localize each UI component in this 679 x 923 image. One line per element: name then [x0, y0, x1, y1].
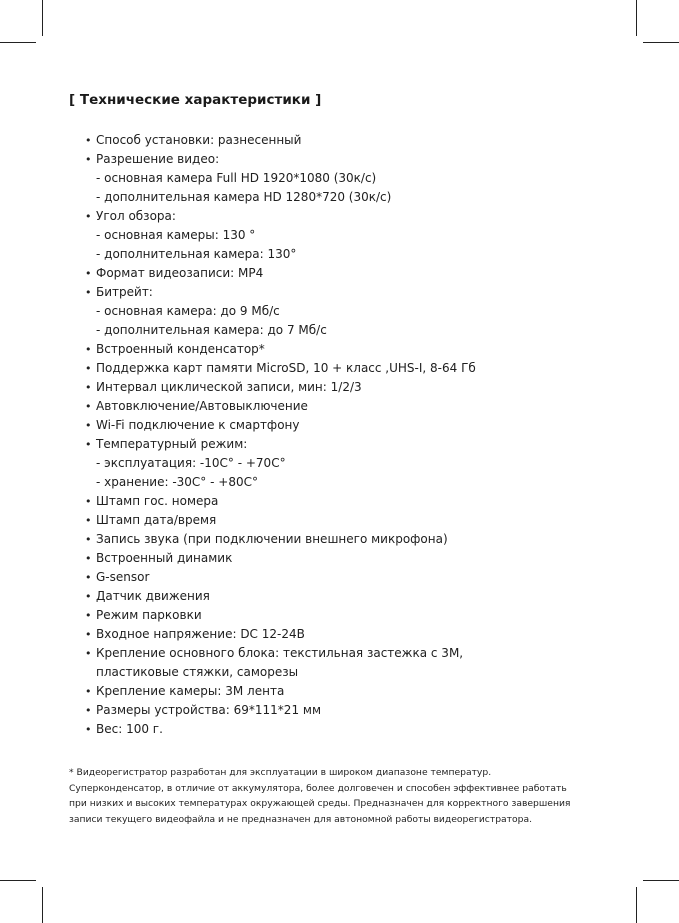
spec-subitem: - основная камера: до 9 Мб/с — [96, 304, 280, 318]
spec-item — [85, 682, 645, 701]
footnote-line: Суперконденсатор, в отличие от аккумулятора, более долговечен и способен эффективнее работать — [69, 782, 567, 794]
spec-text: Режим парковки — [96, 608, 202, 622]
spec-text: Штамп гос. номера — [96, 494, 219, 508]
bullet-icon: • — [85, 533, 92, 546]
spec-item — [85, 283, 645, 340]
bullet-icon: • — [85, 267, 92, 280]
spec-item — [85, 150, 645, 207]
spec-text: Встроенный конденсатор* — [96, 342, 265, 356]
spec-list — [85, 131, 645, 739]
spec-subitem: - дополнительная камера: до 7 Мб/с — [96, 323, 327, 337]
spec-subitem: - дополнительная камера HD 1280*720 (30к/с) — [96, 190, 392, 204]
crop-mark-top-left-horizontal — [0, 42, 36, 43]
spec-item — [85, 549, 645, 568]
bullet-icon: • — [85, 723, 92, 736]
spec-item — [85, 264, 645, 283]
bullet-icon: • — [85, 438, 92, 451]
spec-text: Автовключение/Автовыключение — [96, 399, 308, 413]
section-title: [ Технические характеристики ] — [69, 92, 322, 108]
spec-text: Битрейт: — [96, 285, 153, 299]
crop-mark-top-left-vertical — [42, 0, 43, 36]
crop-mark-top-right-vertical — [636, 0, 637, 36]
spec-text: Wi-Fi подключение к смартфону — [96, 418, 300, 432]
bullet-icon: • — [85, 590, 92, 603]
spec-text: Угол обзора: — [96, 209, 176, 223]
bullet-icon: • — [85, 419, 92, 432]
bullet-icon: • — [85, 571, 92, 584]
bullet-icon: • — [85, 704, 92, 717]
spec-item — [85, 644, 645, 682]
crop-mark-bottom-left-vertical — [42, 887, 43, 923]
bullet-icon: • — [85, 514, 92, 527]
spec-item — [85, 435, 645, 492]
spec-subitem: пластиковые стяжки, саморезы — [96, 665, 299, 679]
bullet-icon: • — [85, 343, 92, 356]
bullet-icon: • — [85, 552, 92, 565]
bullet-icon: • — [85, 210, 92, 223]
spec-text: Размеры устройства: 69*111*21 мм — [96, 703, 321, 717]
spec-text: Датчик движения — [96, 589, 210, 603]
spec-text: Крепление основного блока: текстильная застежка с 3М, — [96, 646, 464, 660]
bullet-icon: • — [85, 685, 92, 698]
spec-subitem: - эксплуатация: -10С° - +70С° — [96, 456, 286, 470]
spec-text: G-sensor — [96, 570, 150, 584]
spec-text: Способ установки: разнесенный — [96, 133, 302, 147]
spec-subitem: - основная камера Full HD 1920*1080 (30к/с) — [96, 171, 377, 185]
bullet-icon: • — [85, 495, 92, 508]
spec-subitem: - хранение: -30С° - +80С° — [96, 475, 258, 489]
spec-item — [85, 397, 645, 416]
footnote-line: * Видеорегистратор разработан для эксплуатации в широком диапазоне температур. — [69, 767, 492, 778]
bullet-icon: • — [85, 362, 92, 375]
crop-mark-bottom-right-vertical — [636, 887, 637, 923]
spec-text: Интервал циклической записи, мин: 1/2/3 — [96, 380, 362, 394]
spec-text: Входное напряжение: DC 12-24В — [96, 627, 305, 641]
spec-item — [85, 625, 645, 644]
footnote — [69, 765, 629, 827]
spec-text: Встроенный динамик — [96, 551, 233, 565]
spec-item — [85, 587, 645, 606]
bullet-icon: • — [85, 400, 92, 413]
spec-item — [85, 701, 645, 720]
bullet-icon: • — [85, 647, 92, 660]
spec-item — [85, 359, 645, 378]
bullet-icon: • — [85, 628, 92, 641]
crop-mark-top-right-horizontal — [643, 42, 679, 43]
footnote-line: записи текущего видеофайла и не предназначен для автономной работы видеорегистратора. — [69, 813, 533, 825]
crop-mark-bottom-left-horizontal — [0, 880, 36, 881]
spec-text: Штамп дата/время — [96, 513, 217, 527]
spec-text: Вес: 100 г. — [96, 722, 163, 736]
spec-item — [85, 131, 645, 150]
bullet-icon: • — [85, 381, 92, 394]
spec-subitem: - основная камеры: 130 ° — [96, 228, 256, 242]
spec-text: Температурный режим: — [96, 437, 248, 451]
spec-text: Крепление камеры: 3М лента — [96, 684, 285, 698]
bullet-icon: • — [85, 134, 92, 147]
bullet-icon: • — [85, 286, 92, 299]
spec-item — [85, 606, 645, 625]
spec-text: Поддержка карт памяти MicroSD, 10 + класс ,UHS-I, 8-64 Гб — [96, 361, 476, 375]
spec-item — [85, 416, 645, 435]
spec-item — [85, 530, 645, 549]
spec-text: Запись звука (при подключении внешнего микрофона) — [96, 532, 448, 546]
spec-item — [85, 511, 645, 530]
crop-mark-bottom-right-horizontal — [643, 880, 679, 881]
footnote-line: при низких и высоких температурах окружающей среды. Предназначен для корректного завершения — [69, 798, 571, 809]
spec-item — [85, 340, 645, 359]
bullet-icon: • — [85, 153, 92, 166]
spec-item — [85, 492, 645, 511]
spec-item — [85, 720, 645, 739]
spec-item — [85, 568, 645, 587]
spec-item — [85, 378, 645, 397]
spec-text: Формат видеозаписи: MP4 — [96, 266, 264, 280]
spec-item — [85, 207, 645, 264]
spec-subitem: - дополнительная камера: 130° — [96, 247, 297, 261]
spec-text: Разрешение видео: — [96, 152, 220, 166]
bullet-icon: • — [85, 609, 92, 622]
